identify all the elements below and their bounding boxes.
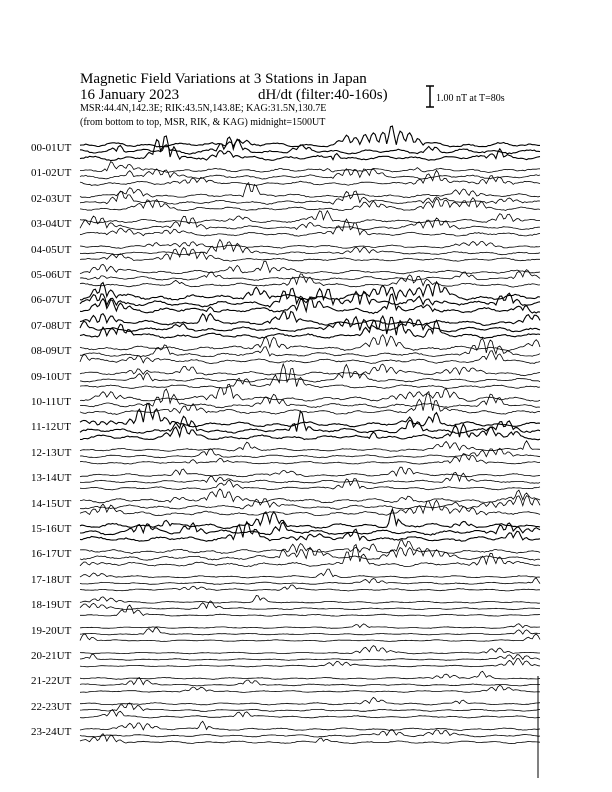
hour-label: 06-07UT [31, 294, 72, 307]
station-trace [80, 365, 540, 383]
station-trace [80, 191, 540, 204]
station-trace [80, 211, 540, 223]
station-trace [80, 540, 540, 554]
station-trace [80, 646, 540, 654]
station-trace [80, 312, 540, 326]
chart-title: Magnetic Field Variations at 3 Stations in Japan [80, 71, 367, 87]
hour-label: 07-08UT [31, 319, 72, 332]
station-trace [80, 628, 540, 635]
station-trace [80, 578, 540, 585]
chart-quantity: dH/dt (filter:40-160s) [258, 87, 388, 103]
hour-label: 04-05UT [31, 243, 72, 256]
hour-label: 18-19UT [31, 599, 72, 612]
station-order-note: (from bottom to top, MSR, RIK, & KAG) midnight=1500UT [80, 117, 326, 128]
hour-label: 05-06UT [31, 269, 72, 281]
scale-bar-label: 1.00 nT at T=80s [436, 93, 505, 104]
station-coordinates: MSR:44.4N,142.3E; RIK:43.5N,143.8E; KAG:31.5N,130.7E [80, 103, 327, 114]
hour-label: 21-22UT [31, 675, 72, 688]
station-trace [80, 454, 540, 465]
station-trace [80, 162, 540, 173]
hour-label: 03-04UT [31, 218, 72, 231]
hour-label: 09-10UT [31, 370, 72, 383]
station-trace [80, 183, 540, 198]
station-trace [80, 569, 540, 578]
station-trace [80, 730, 540, 737]
station-trace [80, 685, 540, 692]
chart-date: 16 January 2023 [80, 87, 180, 103]
station-trace [80, 317, 540, 332]
hour-label: 16-17UT [31, 548, 72, 561]
station-trace [80, 472, 540, 483]
station-trace [80, 126, 540, 147]
station-trace [80, 721, 540, 730]
station-trace [80, 654, 540, 660]
hour-label: 10-11UT [31, 396, 71, 408]
station-trace [80, 596, 540, 604]
station-trace [80, 216, 540, 230]
hour-label: 20-21UT [31, 650, 72, 662]
hour-label: 00-01UT [31, 142, 72, 154]
station-trace [80, 489, 540, 503]
station-trace [80, 479, 540, 490]
station-trace [80, 634, 540, 642]
station-trace [80, 734, 540, 744]
station-trace [80, 364, 540, 376]
hour-label: 13-14UT [31, 472, 72, 485]
hour-label: 11-12UT [31, 421, 71, 434]
hour-label: 17-18UT [31, 573, 72, 586]
station-trace [80, 364, 540, 388]
station-trace [80, 241, 540, 248]
hour-label: 15-16UT [31, 523, 72, 535]
hour-label: 19-20UT [31, 624, 72, 637]
station-trace [80, 601, 540, 610]
station-trace [80, 270, 540, 281]
hour-label: 22-23UT [31, 700, 72, 713]
station-trace [80, 248, 540, 262]
station-trace [80, 441, 540, 451]
hour-label: 14-15UT [31, 497, 72, 510]
hour-label: 02-03UT [31, 192, 72, 205]
station-trace [80, 671, 540, 679]
station-trace [80, 294, 540, 314]
station-trace [80, 585, 540, 591]
station-trace [80, 351, 540, 364]
hour-label: 01-02UT [31, 167, 72, 180]
station-trace [80, 697, 540, 705]
station-trace [80, 710, 540, 718]
station-trace [80, 624, 540, 629]
hour-label: 23-24UT [31, 726, 72, 739]
station-trace [80, 198, 540, 211]
station-trace [80, 169, 540, 179]
station-trace [80, 703, 540, 711]
station-trace [80, 496, 540, 510]
station-trace [80, 170, 540, 185]
station-trace [80, 659, 540, 667]
hour-label: 08-09UT [31, 345, 72, 358]
station-trace [80, 605, 540, 616]
station-trace [80, 467, 540, 477]
station-trace [80, 261, 540, 274]
hour-label: 12-13UT [31, 446, 72, 459]
station-trace [80, 274, 540, 287]
